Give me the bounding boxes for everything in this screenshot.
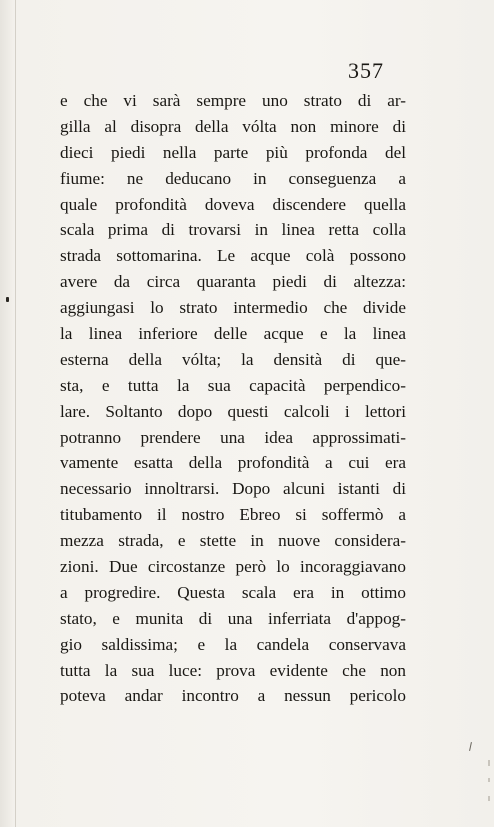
text-line: strada sottomarina. Le acque colà possono [60,246,406,266]
edge-speckle [488,778,490,782]
text-line: gilla al disopra della vólta non minore di [60,116,406,136]
text-line: vamente esatta della profondità a cui era [60,453,406,473]
text-line: tutta la sua luce: prova evidente che non [60,660,406,680]
text-line: e che vi sarà sempre uno strato di ar- [60,91,406,110]
text-line: a progredire. Questa scala era in ottimo [60,582,406,602]
text-line: aggiungasi lo strato intermedio che divide [60,298,406,318]
edge-speckle [488,760,490,766]
text-line: mezza strada, e stette in nuove considera- [60,531,406,551]
text-line: scala prima di trovarsi in linea retta colla [60,220,406,240]
text-line: zioni. Due circostanze però lo incoraggiavano [60,557,406,577]
text-line: fiume: ne deducano in conseguenza a [60,168,406,188]
text-line: stato, e munita di una inferriata d'appog- [60,608,406,628]
text-line: dieci piedi nella parte più profonda del [60,142,406,162]
text-line: titubamento il nostro Ebreo si soffermò a [60,505,406,525]
text-line: avere da circa quaranta piedi di altezza: [60,272,406,292]
text-line: lare. Soltanto dopo questi calcoli i lettori [60,401,406,421]
text-line: necessario innoltrarsi. Dopo alcuni istanti di [60,479,406,499]
edge-speckle [488,796,490,801]
text-line: sta, e tutta la sua capacità perpendico- [60,375,406,395]
text-line: gio saldissima; e la candela conservava [60,634,406,654]
body-text [60,88,406,709]
text-line: potranno prendere una idea approssimati- [60,427,406,447]
margin-ink-mark [6,297,9,302]
text-line: esterna della vólta; la densità di que- [60,349,406,369]
page-gutter [15,0,16,827]
text-line: poteva andar incontro a nessun pericolo [60,686,406,706]
text-line: quale profondità doveva discendere quella [60,194,406,214]
page-number: 357 [348,58,384,83]
edge-mark [469,742,472,751]
text-line: la linea inferiore delle acque e la linea [60,324,406,344]
